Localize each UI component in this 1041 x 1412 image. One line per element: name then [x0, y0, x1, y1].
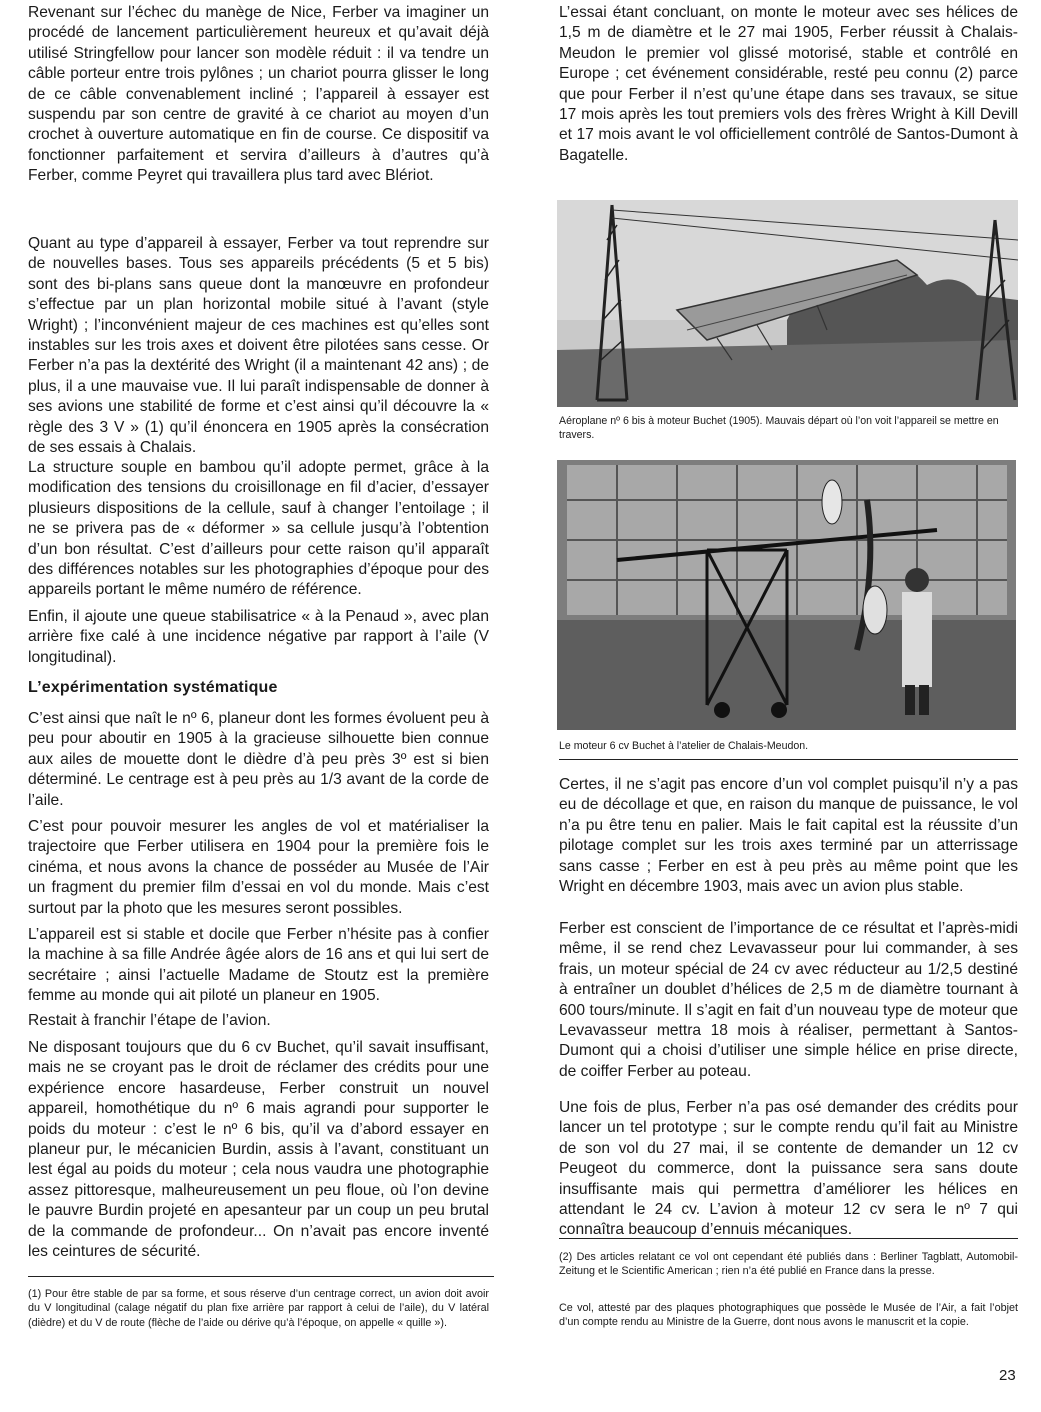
- photo-aeroplane-6bis: [557, 200, 1018, 407]
- photo-moteur-buchet: [557, 460, 1016, 730]
- paragraph: Revenant sur l’échec du manège de Nice, Ferber va imaginer un procédé de lancement particulièrement heureux et qu’avait déjà utilisé Stringfellow pour lancer son modèle réduit : il va tendre un câble porteur entre trois pylônes ; un chariot pourra glisser le long de ce câble convenablement incliné ; l’appareil à essayer est suspendu par son centre de gravité à ce chariot au moyen d’un crochet à ouverture automatique en fin de course. Ce dispositif va fonctionner parfaitement et servira d’ailleurs à d’autres qu’à Ferber, comme Peyret qui travaillera plus tard avec Blériot.: [28, 4, 489, 185]
- paragraph: L’appareil est si stable et docile que Ferber n’hésite pas à confier la machine à sa fille Andrée âgée alors de 16 ans et qui lui sert de secrétaire ; ainsi l’actuelle Madame de Stoutz est la première femme au monde qui ait piloté un planeur en 1905.: [28, 926, 489, 1005]
- footnote: Ce vol, attesté par des plaques photographiques que possède le Musée de l’Air, a fait l’objet d’un compte rendu au Ministre de la Guerre, dont nous avons le manuscrit et la copie.: [559, 1302, 1018, 1329]
- paragraph: Enfin, il ajoute une queue stabilisatrice « à la Penaud », avec plan arrière fixe calé à une incidence négative par rapport à l’aile (V longitudinal).: [28, 608, 489, 666]
- paragraph: Une fois de plus, Ferber n’a pas osé demander des crédits pour lancer un tel prototype ; sur le compte rendu qu’il fait au Ministre de son vol du 27 mai, il se contente de demander un 12 cv Peugeot du commerce, dont la puissance sera sans doute insuffisante mais qui permettra d’améliorer les hélices en attendant le 24 cv. L’avion à moteur 12 cv sera le nº 7 qui connaîtra beaucoup d’ennuis mécaniques.: [559, 1099, 1018, 1239]
- paragraph: La structure souple en bambou qu’il adopte permet, grâce à la modification des tensions du croisillonage en fil d’acier, d’essayer plusieurs dispositions de la cellule, sauf à changer l’entoilage ; il ne se privera pas de « déformer » sa cellule jusqu’à l’obtention d’un bon résultat. C’est d’ailleurs pour cette raison qu’il apparaît des différences notables sur les photographies d’époque pour des appareils portant le même numéro de référence.: [28, 459, 489, 599]
- paragraph: C’est ainsi que naît le nº 6, planeur dont les formes évoluent peu à peu pour aboutir en 1905 à la gracieuse silhouette bien connue aux ailes de mouette dont le dièdre d’à peu près 3º est si bien déterminé. Le centrage est à peu près au 1/3 avant de la corde de l’aile.: [28, 710, 489, 809]
- paragraph: Restait à franchir l’étape de l’avion.: [28, 1012, 271, 1029]
- paragraph: Ne disposant toujours que du 6 cv Buchet, qu’il savait insuffisant, mais ne se croyant pas le droit de réclamer des crédits pour une expérience encore hasardeuse, Ferber construit un nouvel appareil, homothétique du nº 6 mais agrandi pour supporter le poids du moteur : c’est le nº 6 bis, qu’il va d’abord essayer en planeur pur, le mécanicien Burdin, assis à l’avant, constituant un lest égal au poids du moteur ; cela nous vaudra une photographie assez pittoresque, malheureusement un peu floue, où l’on devine le pauvre Burdin projeté en apesanteur par un coup un peu brutal de la commande de profondeur... On n’avait pas encore inventé les ceintures de sécurité.: [28, 1039, 489, 1261]
- section-heading: L’expérimentation systématique: [28, 679, 278, 696]
- footnote: (2) Des articles relatant ce vol ont cependant été publiés dans : Berliner Tagblatt, Automobil-Zeitung et le Scientific American ; rien n’a été publié en France dans la presse.: [559, 1251, 1018, 1278]
- caption-divider: [559, 759, 1018, 760]
- paragraph: C’est pour pouvoir mesurer les angles de vol et matérialiser la trajectoire que Ferber utilisera en 1904 pour la première fois le cinéma, et nous avons la chance de posséder au Musée de l’Air un fragment du premier film d’essai en vol du monde. Mais c’est surtout par la photo que les mesures seront possibles.: [28, 818, 489, 917]
- photo-caption: Le moteur 6 cv Buchet à l’atelier de Chalais-Meudon.: [559, 740, 809, 752]
- footnote-divider: [28, 1276, 494, 1277]
- photo-caption: Aéroplane nº 6 bis à moteur Buchet (1905). Mauvais départ où l’on voit l’appareil se mettre en travers.: [559, 415, 999, 441]
- paragraph: Certes, il ne s’agit pas encore d’un vol complet puisqu’il n’y a pas eu de décollage et que, en raison du manque de puissance, le vol n’a pu être tenu en palier. Mais le fait capital est la réussite d’un pilotage complet sur les trois axes terminé par un atterrissage sans casse ; Ferber en est à peu près au même point que les Wright en décembre 1903, mais avec un avion plus stable.: [559, 776, 1018, 896]
- footnote: (1) Pour être stable de par sa forme, et sous réserve d’un centrage correct, un avion doit avoir du V longitudinal (calage négatif du plan fixe arrière par rapport à celui de l’aile), du V latéral (dièdre) et du V de route (flèche de l’aide ou dérive qu’à l’époque, on appelle « quille »).: [28, 1288, 489, 1329]
- paragraph: Quant au type d’appareil à essayer, Ferber va tout reprendre sur de nouvelles bases. Tous ses appareils précédents (5 et 5 bis) sont des bi-plans sans queue dont la manœuvre en profondeur s’effectue par un plan horizontal mobile situé à l’avant (style Wright) ; l’inconvénient majeur de ces machines est qu’elles sont instables sur les trois axes et doivent être pilotées sans cesse. Or Ferber n’a pas la dextérité des Wright (il a maintenant 42 ans) ; de plus, il a une mauvaise vue. Il lui paraît indispensable de donner à ses avions une stabilité de forme et c’est ainsi qu’il découvre la « règle des 3 V » (1) qu’il énoncera en 1905 après la consécration de ses essais à Chalais.: [28, 235, 489, 457]
- paragraph: Ferber est conscient de l’importance de ce résultat et l’après-midi même, il se rend chez Levavasseur pour lui commander, à ses frais, un moteur spécial de 24 cv avec réducteur au 1/2,5 destiné à entraîner un doublet d’hélices de 2,5 m de diamètre tournant à 600 tours/minute. Il s’agit en fait d’un nouveau type de moteur que Levavasseur mettra 18 mois à réaliser, permettant à Santos-Dumont qui a choisi d’utiliser une simple hélice en prise directe, de coiffer Ferber au poteau.: [559, 920, 1018, 1080]
- paragraph: L’essai étant concluant, on monte le moteur avec ses hélices de 1,5 m de diamètre et le 27 mai 1905, Ferber réussit à Chalais-Meudon le premier vol glissé motorisé, stable et contrôlé en Europe ; cet événement considérable, resté peu connu (2) parce que pour Ferber il n’est qu’une étape dans ses travaux, se situe 17 mois après les tout premiers vols des frères Wright à Kill Devill et 17 mois avant le vol officiellement contrôlé de Santos-Dumont à Bagatelle.: [559, 4, 1018, 164]
- footnote-divider: [559, 1238, 1018, 1239]
- page-number: 23: [999, 1367, 1016, 1384]
